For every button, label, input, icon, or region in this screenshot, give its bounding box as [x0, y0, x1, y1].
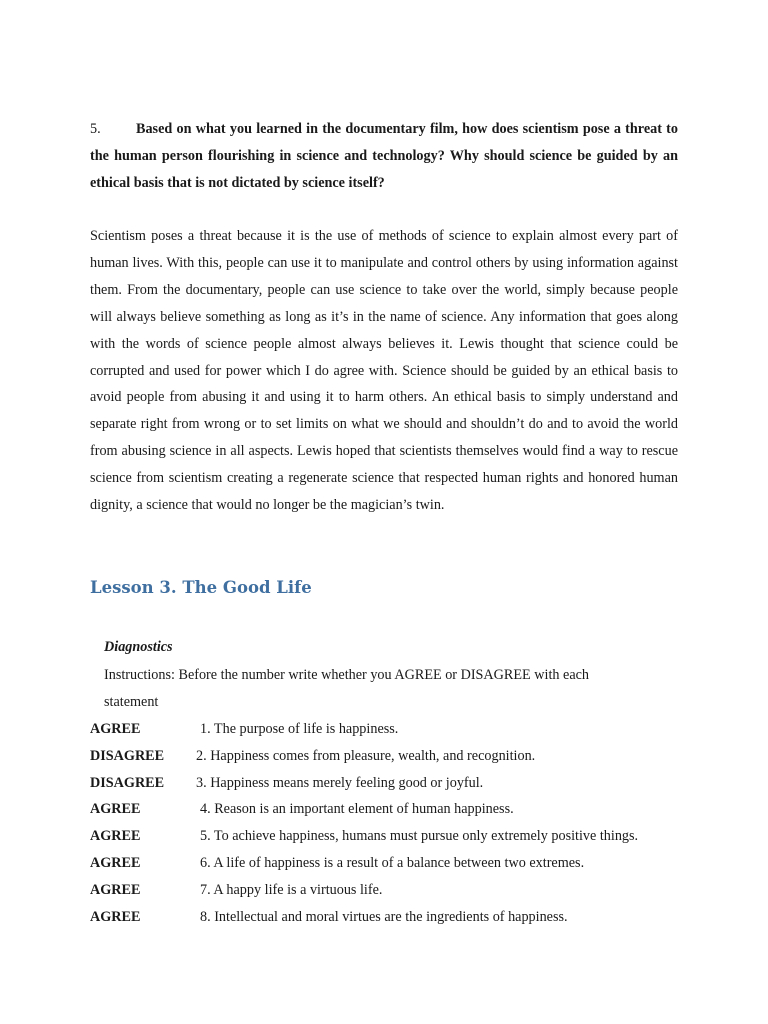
statement-answer: AGREE: [90, 721, 141, 737]
answer-paragraph: Scientism poses a threat because it is the use of methods of science to explain almost every part of human lives. With this, people can use it to manipulate and control others by using information against them. From the documentary, people can use science to take over the world, simply because people will always believe something as long as it’s in the name of science. Any information that goes along with the words of science people almost always believes it. Lewis thought that science could be corrupted and used for power which I do agree with. Science should be guided by an ethical basis to avoid people from abusing it and using it to harm others. An ethical basis to simply understand and separate right from wrong or to set limits on what we should and shouldn’t do and to avoid the world from abusing science in all aspects. Lewis hoped that scientists themselves would find a way to rescue science from scientism creating a regenerate science that respected human rights and honored human dignity, a science that would no longer be the magician’s twin.: [90, 228, 678, 514]
statement-row: [90, 850, 690, 877]
statement-answer: AGREE: [90, 854, 141, 871]
statement-answer: AGREE: [90, 908, 141, 925]
instructions-text: Instructions: Before the number write whether you AGREE or DISAGREE with each statement: [104, 667, 590, 710]
statement-row: [90, 743, 690, 770]
statement-row: [90, 904, 690, 931]
statement-row: [90, 823, 690, 850]
statement-text: 4. Reason is an important element of human happiness.: [200, 801, 514, 818]
statement-answer: AGREE: [90, 801, 141, 818]
question-text: Based on what you learned in the documentary film, how does scientism pose a threat to the human person flourishing in science and technology? Why should science be guided by an ethical basis that is not dictated by science itself?: [90, 121, 678, 191]
statement-text: 6. A life of happiness is a result of a balance between two extremes.: [200, 854, 585, 871]
diagnostics-title: Diagnostics: [104, 639, 173, 655]
question-number: 5.: [90, 121, 101, 137]
statement-text: 5. To achieve happiness, humans must pursue only extremely positive things.: [200, 828, 639, 845]
statement-row: [90, 770, 690, 797]
statement-text: 8. Intellectual and moral virtues are the ingredients of happiness.: [200, 908, 568, 925]
statement-answer: AGREE: [90, 828, 141, 845]
statement-answer: DISAGREE: [90, 774, 165, 791]
statement-text: 2. Happiness comes from pleasure, wealth, and recognition.: [196, 747, 536, 764]
statement-text: 3. Happiness means merely feeling good or joyful.: [196, 774, 484, 791]
lesson-heading: Lesson 3. The Good Life: [90, 578, 312, 597]
statement-list: [90, 716, 690, 930]
statement-row: [90, 877, 690, 904]
statement-text: 7. A happy life is a virtuous life.: [200, 881, 383, 898]
statement-text: 1. The purpose of life is happiness.: [200, 721, 399, 737]
statement-row: [90, 716, 690, 743]
question-5: [90, 116, 678, 197]
statement-answer: AGREE: [90, 881, 141, 898]
statement-answer: DISAGREE: [90, 747, 165, 764]
statement-row: [90, 796, 690, 823]
